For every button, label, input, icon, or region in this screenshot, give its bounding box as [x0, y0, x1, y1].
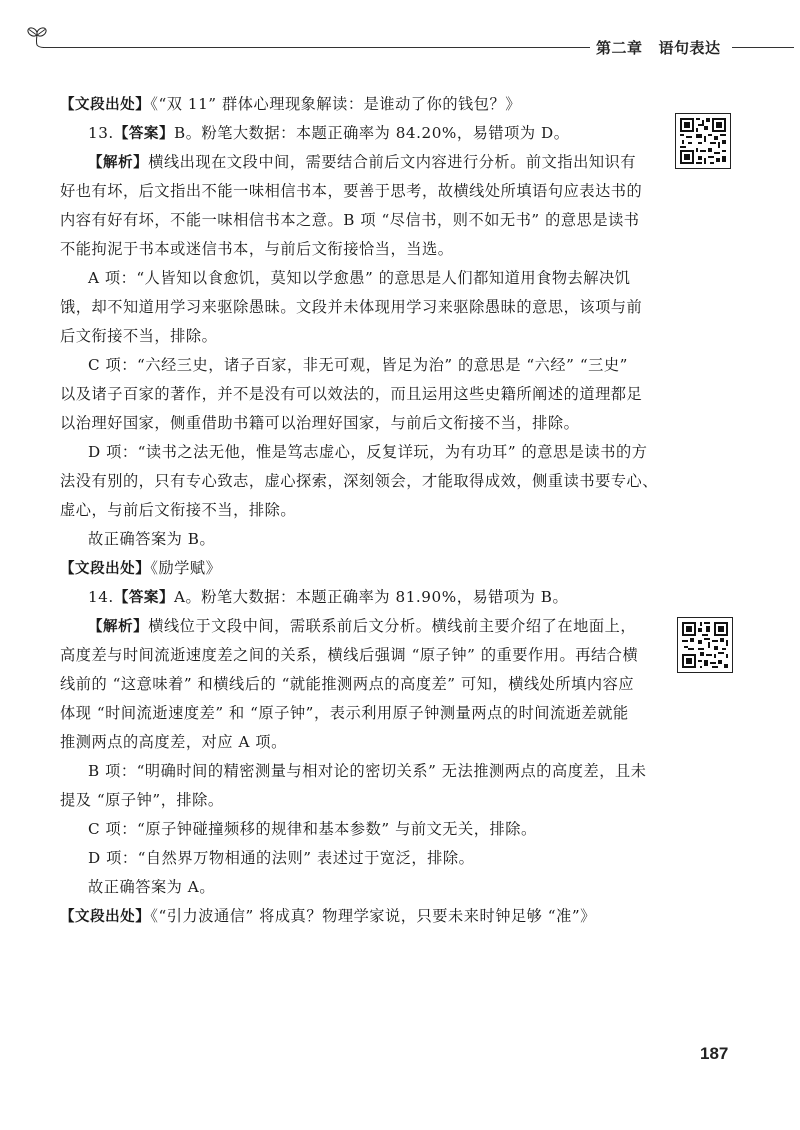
analysis-line: 线前的 “这意味着” 和横线后的 “就能推测两点的高度差” 可知，横线处所填内容应 — [60, 675, 635, 693]
chapter-title — [596, 37, 721, 58]
answer-line-q13 — [60, 119, 650, 148]
analysis-tag: 【解析】 — [88, 155, 149, 171]
qr-code-icon[interactable] — [677, 617, 733, 673]
answer-text: B。粉笔大数据：本题正确率为 84.20%，易错项为 D。 — [174, 124, 570, 142]
page-content — [60, 90, 659, 931]
option-c-line: 以治理好国家，侧重借助书籍可以治理好国家，与前后文衔接不当，排除。 — [60, 414, 580, 432]
source-line-q12 — [60, 90, 650, 119]
option-c-line: C 项：“六经三史，诸子百家，非无可观，皆足为治” 的意思是 “六经” “三史” — [88, 356, 628, 374]
source-line-q13 — [60, 554, 650, 583]
option-d-line: D 项：“自然界万物相通的法则” 表述过于宽泛，排除。 — [88, 849, 475, 867]
option-d-line: D 项：“读书之法无他，惟是笃志虚心，反复详玩，为有功耳” 的意思是读书的方 — [88, 443, 648, 461]
answer-tag: 【答案】 — [113, 126, 175, 142]
source-text: 《励学赋》 — [150, 559, 222, 577]
header-rule — [732, 47, 794, 48]
question-number: 14. — [88, 588, 114, 606]
option-c-line: C 项：“原子钟碰撞频移的规律和基本参数” 与前文无关，排除。 — [88, 820, 537, 838]
question-number: 13. — [88, 124, 114, 142]
page-header — [0, 0, 800, 60]
analysis-line: 【解析】横线位于文段中间，需联系前后文分析。横线前主要介绍了在地面上， — [88, 617, 637, 635]
analysis-line: 好也有坏，后文指出不能一味相信书本，要善于思考，故横线处所填语句应表达书的 — [60, 182, 643, 200]
source-tag: 【文段出处】 — [60, 97, 151, 113]
source-text: 《“双 11” 群体心理现象解读：是谁动了你的钱包？》 — [150, 95, 522, 113]
source-text: 《“引力波通信” 将成真？物理学家说，只要未来时钟足够 “准”》 — [150, 907, 596, 925]
section-title: 语句表达 — [658, 39, 721, 57]
analysis-line: 不能拘泥于书本或迷信书本，与前后文衔接恰当，当选。 — [60, 240, 454, 258]
analysis-line: 【解析】横线出现在文段中间，需要结合前后文内容进行分析。前文指出知识有 — [88, 153, 637, 171]
analysis-line: 高度差与时间流逝速度差之间的关系，横线后强调 “原子钟” 的重要作用。再结合横 — [60, 646, 639, 664]
option-b-line: B 项：“明确时间的精密测量与相对论的密切关系” 无法推测两点的高度差，且未 — [88, 762, 647, 780]
answer-text: A。粉笔大数据：本题正确率为 81.90%，易错项为 B。 — [174, 588, 569, 606]
answer-tag: 【答案】 — [113, 590, 175, 606]
option-d-line: 法没有别的，只有专心致志，虚心探索，深刻领会，才能取得成效，侧重读书要专心、 — [60, 472, 659, 490]
option-a-line: A 项：“人皆知以食愈饥，莫知以学愈愚” 的意思是人们都知道用食物去解决饥 — [88, 269, 631, 287]
analysis-line: 体现 “时间流逝速度差” 和 “原子钟”，表示利用原子钟测量两点的时间流逝差就能 — [60, 704, 629, 722]
conclusion-line: 故正确答案为 B。 — [88, 530, 216, 548]
source-tag: 【文段出处】 — [60, 561, 151, 577]
source-tag: 【文段出处】 — [60, 909, 151, 925]
page-number: 187 — [700, 1044, 729, 1063]
option-d-line: 虚心，与前后文衔接不当，排除。 — [60, 501, 297, 519]
conclusion-line: 故正确答案为 A。 — [88, 878, 216, 896]
option-c-line: 以及诸子百家的著作，并不是没有可以效法的，而且运用这些史籍所阐述的道理都足 — [60, 385, 643, 403]
option-b-line: 提及 “原子钟”，排除。 — [60, 791, 224, 809]
answer-line-q14 — [60, 583, 650, 612]
header-rule — [44, 47, 590, 48]
chapter-number: 第二章 — [596, 39, 643, 57]
option-a-line: 后文衔接不当，排除。 — [60, 327, 218, 345]
source-line-q14 — [60, 902, 650, 931]
analysis-line: 推测两点的高度差，对应 A 项。 — [60, 733, 287, 751]
option-a-line: 饿，却不知道用学习来驱除愚昧。文段并未体现用学习来驱除愚昧的意思，该项与前 — [60, 298, 643, 316]
qr-code-icon[interactable] — [675, 113, 731, 169]
analysis-line: 内容有好有坏，不能一味相信书本之意。B 项 “尽信书，则不如无书” 的意思是读书 — [60, 211, 640, 229]
analysis-tag: 【解析】 — [88, 619, 149, 635]
